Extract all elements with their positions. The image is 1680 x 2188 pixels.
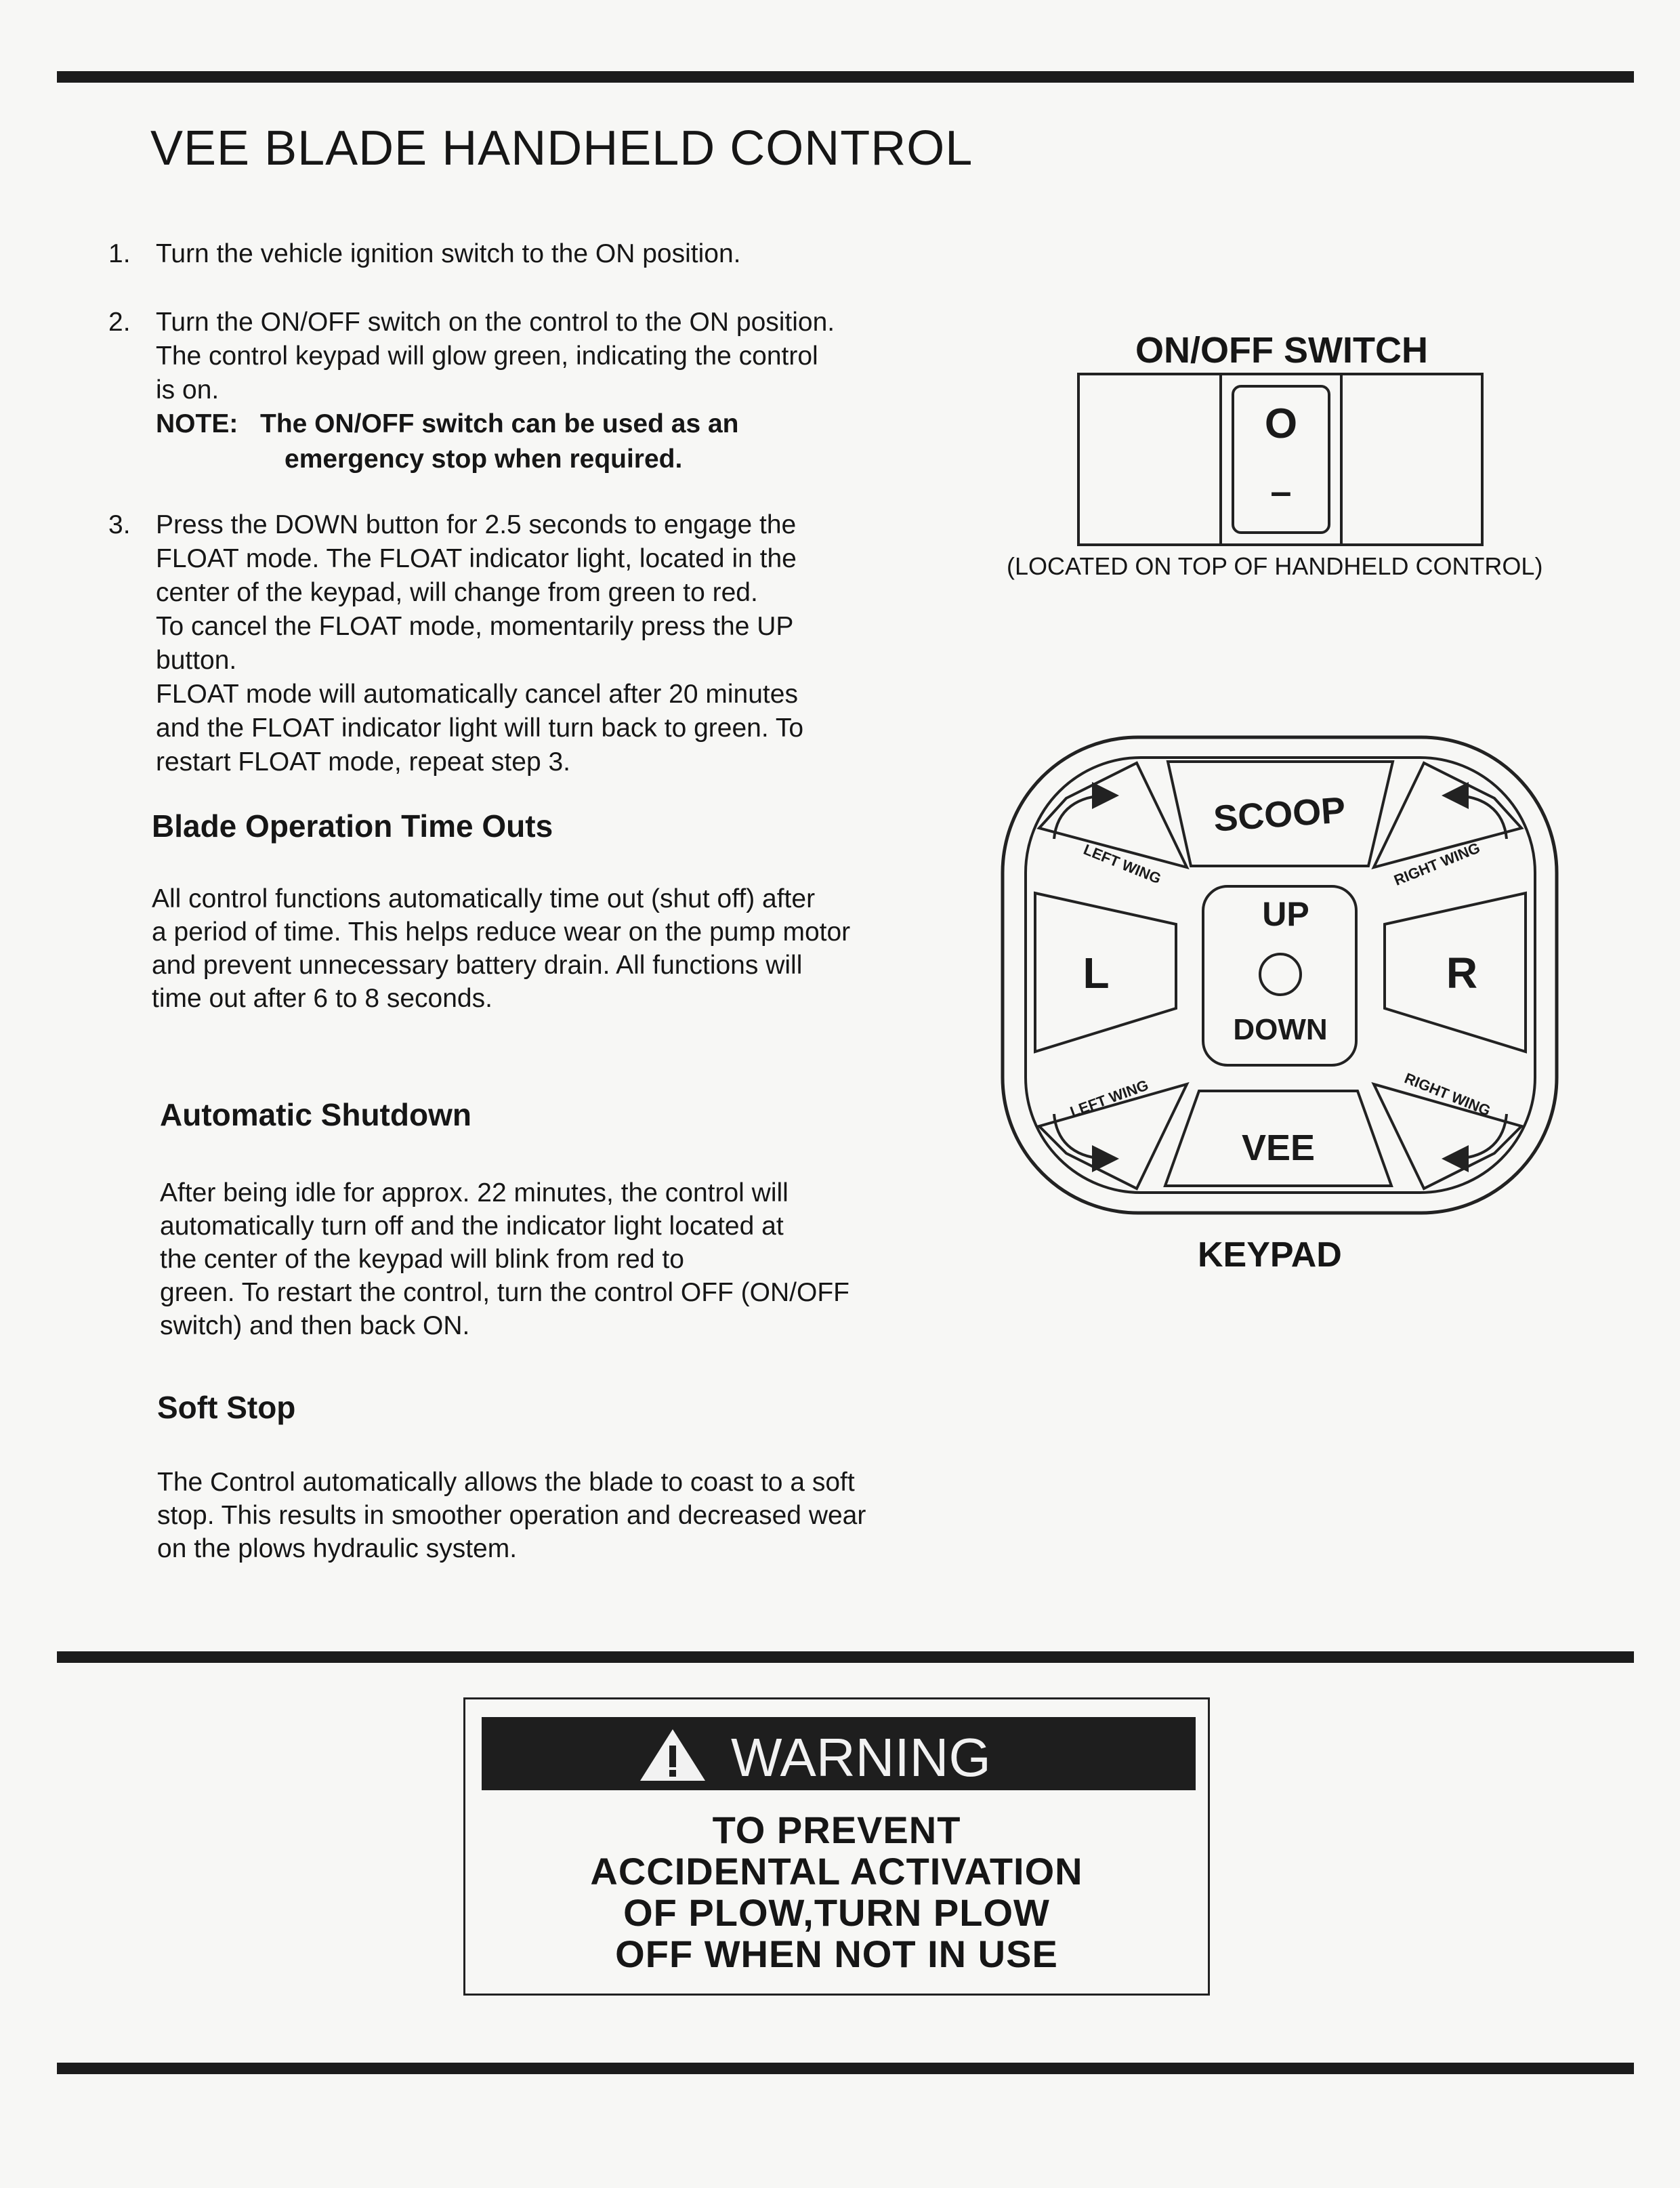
float-indicator-light [1260,954,1301,995]
section-text-line: green. To restart the control, turn the control OFF (ON/OFF [160,1278,849,1307]
step-text-line: Press the DOWN button for 2.5 seconds to engage the [156,510,797,539]
note-line: emergency stop when required. [285,445,683,474]
section-text-time-outs [152,882,850,1015]
section-text-automatic-shutdown [160,1176,849,1342]
bottom-divider [57,2063,1634,2074]
keypad-diagram [999,733,1562,1218]
warning-heading: WARNING [731,1727,991,1788]
switch-diagram-title: ON/OFF SWITCH [1135,330,1428,371]
right-wing-top-label: RIGHT WING [1391,839,1483,889]
section-text-line: stop. This results in smoother operation and decreased wear [157,1501,866,1530]
note-line: The ON/OFF switch can be used as an [260,409,739,438]
warning-message-line: ACCIDENTAL ACTIVATION [590,1850,1083,1893]
step-text-line: Turn the vehicle ignition switch to the ON position. [156,239,741,268]
on-off-switch-diagram [1076,371,1488,548]
switch-on-symbol: O [1264,400,1298,447]
note-label: NOTE: [156,409,238,438]
scoop-label: SCOOP [1212,789,1347,840]
step-number: 3. [108,510,131,539]
warning-message-line: OFF WHEN NOT IN USE [615,1933,1058,1975]
step-text-line: restart FLOAT mode, repeat step 3. [156,747,571,777]
vee-label: VEE [1241,1128,1316,1168]
section-text-line: After being idle for approx. 22 minutes, the control will [160,1178,789,1207]
section-heading-soft-stop: Soft Stop [157,1390,296,1425]
switch-off-symbol: – [1270,470,1292,512]
step-text-line: FLOAT mode. The FLOAT indicator light, located in the [156,544,797,573]
section-text-line: on the plows hydraulic system. [157,1534,518,1563]
warning-label-box [463,1697,1210,1996]
middle-divider [57,1651,1634,1663]
switch-diagram-caption: (LOCATED ON TOP OF HANDHELD CONTROL) [1007,552,1543,580]
left-wing-bottom-label: LEFT WING [1068,1076,1151,1121]
warning-message-line: OF PLOW,TURN PLOW [623,1891,1050,1934]
step-text-line: FLOAT mode will automatically cancel after 20 minutes [156,680,798,709]
step-text-line: The control keypad will glow green, indicating the control [156,342,818,371]
section-text-line: The Control automatically allows the blade to coast to a soft [157,1468,855,1497]
step-text-line: To cancel the FLOAT mode, momentarily press the UP [156,612,794,641]
warning-triangle-icon [637,1727,708,1783]
section-text-line: and prevent unnecessary battery drain. All functions will [152,951,803,980]
step-note [156,407,969,478]
section-text-line: All control functions automatically time out (shut off) after [152,884,816,913]
right-wing-bottom-label: RIGHT WING [1402,1069,1493,1119]
warning-header-bar [482,1717,1196,1790]
page-title: VEE BLADE HANDHELD CONTROL [150,121,973,176]
keypad-diagram-title: KEYPAD [1198,1235,1342,1275]
step-number: 2. [108,308,131,337]
section-heading-automatic-shutdown: Automatic Shutdown [160,1097,471,1132]
left-wing-top-label: LEFT WING [1081,840,1164,888]
section-text-line: automatically turn off and the indicator light located at [160,1212,784,1241]
left-label: L [1083,949,1110,997]
step-text-line: center of the keypad, will change from green to red. [156,578,758,607]
step-text-line: and the FLOAT indicator light will turn back to green. To [156,714,804,743]
section-text-line: the center of the keypad will blink from red to [160,1245,684,1274]
warning-message-line: TO PREVENT [712,1809,961,1851]
section-text-line: a period of time. This helps reduce wear on the pump motor [152,917,851,947]
section-heading-time-outs: Blade Operation Time Outs [152,808,553,844]
up-label: UP [1262,895,1309,933]
down-label: DOWN [1233,1013,1328,1046]
step-number: 1. [108,239,131,268]
warning-message [465,1809,1208,1975]
top-divider [57,71,1634,83]
section-text-line: switch) and then back ON. [160,1311,470,1340]
section-text-soft-stop [157,1466,866,1565]
step-text-line: Turn the ON/OFF switch on the control to the ON position. [156,308,835,337]
step-text-line: is on. [156,375,219,405]
section-text-line: time out after 6 to 8 seconds. [152,984,492,1013]
step-text-line: button. [156,646,237,675]
right-label: R [1446,949,1478,997]
